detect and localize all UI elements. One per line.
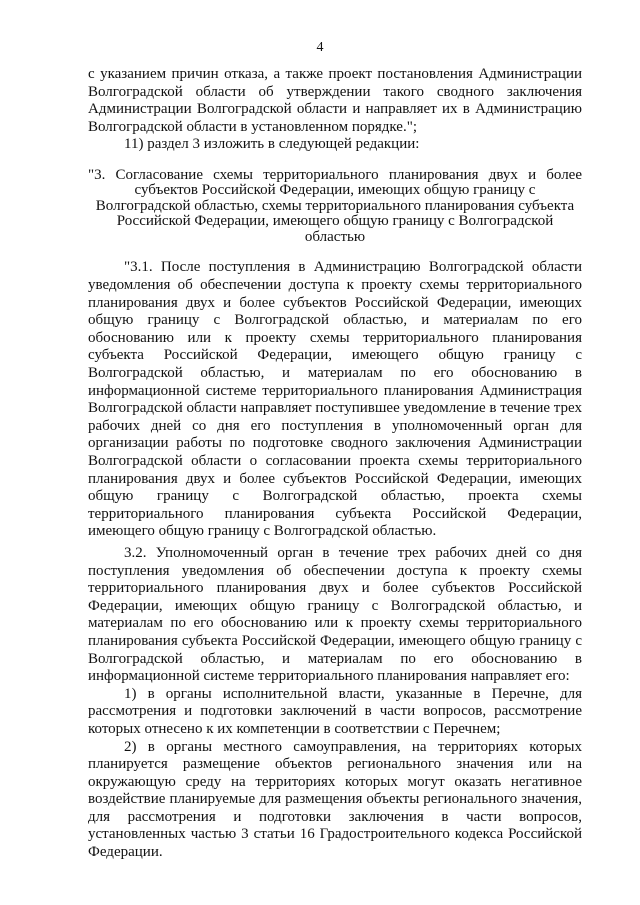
paragraph-3-1: "3.1. После поступления в Администрацию Волгоградской области уведомления об обеспечении доступа к проекту схемы территориального планирования двух и более субъектов Российской Федерации, имеющих общую границу с Волгоградской областью, и материалам по его обоснованию или к проекту схемы территориального планирования субъекта Российской Федерации, имеющего общую границу с Волгоградской областью, и материалам по его обоснованию в информационной системе территориального планирования Администрация Волгоградской области направляет поступившее уведомление в течение трех рабочих дней со дня его поступления в уполномоченный орган для организации работы по подготовке сводного заключения Администрации Волгоградской области о согласовании проекта схемы территориального планирования двух и более субъектов Российской Федерации, имеющих общую границу с Волгоградской областью, проекта схемы территориального планирования субъекта Российской Федерации, имеющего общую границу с Волгоградской областью.: [88, 259, 582, 540]
paragraph-continuation: с указанием причин отказа, а также проект постановления Администрации Волгоградской области об утверждении такого сводного заключения Администрации Волгоградской области и направляет их в Администрацию Волгоградской области в установленном порядке.";: [88, 66, 582, 135]
section-heading: [88, 168, 582, 246]
section-heading-rest: субъектов Российской Федерации, имеющих общую границу с Волгоградской областью, схемы территориального планирования субъекта Российской Федерации, имеющего общую границу с Волгоградской областью: [95, 182, 575, 245]
list-item-2: 2) в органы местного самоуправления, на территориях которых планируется размещение объектов регионального значения или на окружающую среду на территориях которых могут оказать негативное воздействие планируемые для размещения объекты регионального значения, для рассмотрения и подготовки заключения в части вопросов, установленных частью 3 статьи 16 Градостроительного кодекса Российской Федерации.: [88, 738, 582, 861]
page-number: 4: [316, 40, 324, 55]
document-body: [88, 66, 582, 862]
list-item-1: 1) в органы исполнительной власти, указанные в Перечне, для рассмотрения и подготовки заключений в части вопросов, рассмотрение которых отнесено к их компетенции в соответствии с Перечнем;: [88, 685, 582, 737]
section-heading-line1: "3. Согласование схемы территориального планирования двух и более: [88, 166, 582, 183]
paragraph-item-11: 11) раздел 3 изложить в следующей редакции:: [124, 136, 420, 153]
paragraph-3-2: 3.2. Уполномоченный орган в течение трех рабочих дней со дня поступления уведомления об обеспечении доступа к проекту схемы территориального планирования двух и более субъектов Российской Федерации, имеющих общую границу с Волгоградской областью, и материалам по его обоснованию или к проекту схемы территориального планирования субъекта Российской Федерации, имеющего общую границу с Волгоградской областью, и материалам по его обоснованию в информационной системе территориального планирования направляет его:: [88, 544, 582, 685]
